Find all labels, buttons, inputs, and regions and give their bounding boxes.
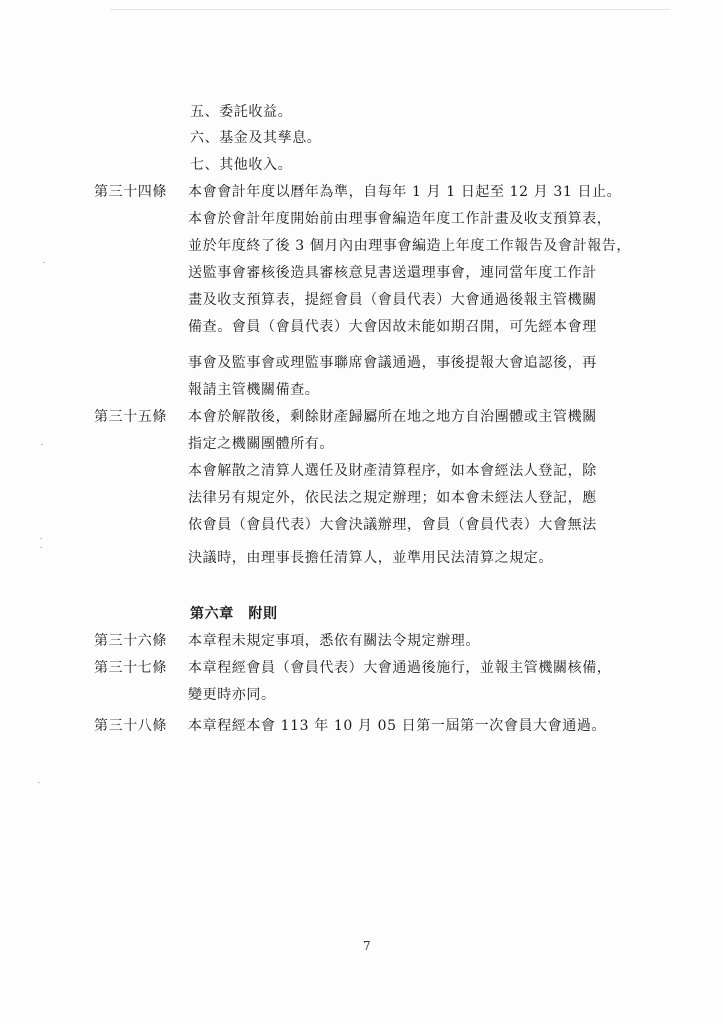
article-text-line: 事會及監事會或理監事聯席會議通過，事後提報大會追認後，再 — [188, 355, 597, 371]
scan-speck — [40, 538, 42, 539]
article-text-line: 依會員（會員代表）大會決議辦理，會員（會員代表）大會無法 — [188, 517, 597, 533]
chapter-heading: 第六章 附則 — [190, 606, 278, 622]
article-text-line: 指定之機關團體所有。 — [188, 436, 334, 452]
scan-speck — [43, 262, 45, 263]
list-item: 六、基金及其孳息。 — [190, 130, 322, 146]
article-label: 第三十四條 — [94, 184, 167, 200]
article-text-line: 本會於解散後，剩餘財產歸屬所在地之地方自治團體或主管機關 — [188, 409, 597, 425]
scan-speck — [38, 782, 40, 783]
article-text-line: 報請主管機關備查。 — [188, 382, 320, 398]
scan-speck — [41, 444, 43, 445]
article-label: 第三十六條 — [94, 633, 167, 649]
article-label: 第三十八條 — [94, 718, 167, 734]
article-text-line: 法律另有規定外，依民法之規定辦理；如本會未經法人登記，應 — [188, 490, 597, 506]
page-number: 7 — [363, 939, 371, 953]
list-item: 五、委託收益。 — [190, 104, 293, 120]
article-text-line: 變更時亦同。 — [188, 687, 276, 703]
article-text-line: 備查。會員（會員代表）大會因故未能如期召開，可先經本會理 — [188, 319, 597, 335]
article-text-line: 送監事會審核後造具審核意見書送還理事會，連同當年度工作計 — [188, 265, 597, 281]
article-text-line: 本章程未規定事項，悉依有關法令規定辦理。 — [188, 633, 480, 649]
scan-edge-line — [110, 9, 670, 10]
scan-speck — [40, 547, 42, 548]
article-text-line: 決議時，由理事長擔任清算人，並準用民法清算之規定。 — [188, 550, 553, 566]
article-text-line: 畫及收支預算表，提經會員（會員代表）大會通過後報主管機關 — [188, 292, 597, 308]
article-label: 第三十五條 — [94, 409, 167, 425]
article-text-line: 本章程經會員（會員代表）大會通過後施行，並報主管機關核備， — [188, 660, 612, 676]
article-text-line: 並於年度終了後 3 個月內由理事會編造上年度工作報告及會計報告， — [188, 238, 632, 254]
article-text-line: 本會於會計年度開始前由理事會編造年度工作計畫及收支預算表， — [188, 211, 612, 227]
article-text-line: 本章程經本會 113 年 10 月 05 日第一屆第一次會員大會通過。 — [188, 718, 607, 734]
article-text-line: 本會會計年度以曆年為準，自每年 1 月 1 日起至 12 月 31 日止。 — [188, 184, 622, 200]
article-text-line: 本會解散之清算人選任及財產清算程序，如本會經法人登記，除 — [188, 463, 597, 479]
article-label: 第三十七條 — [94, 660, 167, 676]
list-item: 七、其他收入。 — [190, 157, 293, 173]
